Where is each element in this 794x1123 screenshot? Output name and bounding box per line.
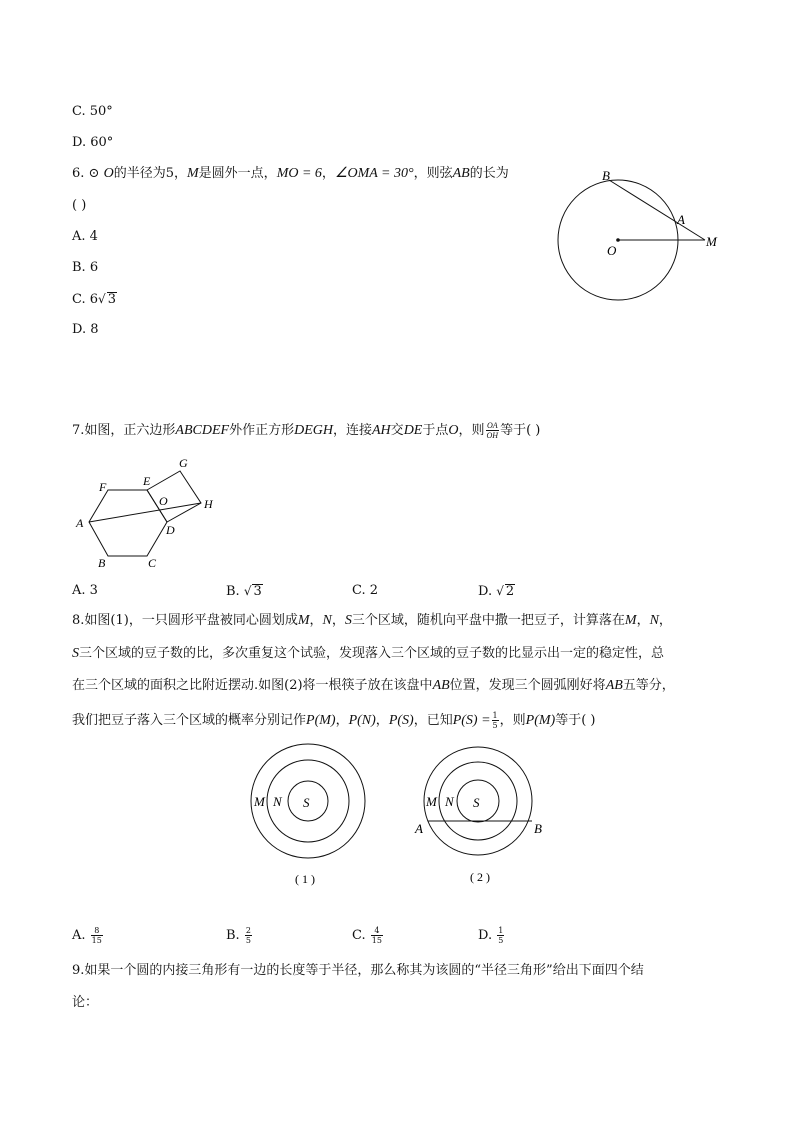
- q7-label-H: H: [204, 497, 213, 511]
- q7-stem: 7.如图，正六边形ABCDEF外作正方形DEGH，连接AH交DE于点O，则 $\frac{OA}{OH}$ 等于( ): [72, 421, 541, 440]
- q6-option-c: C. 6√ 3: [72, 292, 116, 307]
- q6-label-A: A: [677, 212, 685, 227]
- q7-option-d: D. √ 2: [478, 584, 515, 599]
- q6-figure: [550, 165, 730, 305]
- q5-option-c: C. 50°: [72, 104, 113, 119]
- q7-option-b: B. √ 3: [226, 584, 262, 599]
- q8-line3: 在三个区域的面积之比附近摆动.如图(2)将一根筷子放在该盘中AB位置，发现三个圆弧刚好将AB五等分，: [72, 678, 675, 693]
- q6-answer-paren: ( ): [72, 198, 87, 213]
- q7-label-D: D: [166, 523, 175, 537]
- q8-fig1-label-S: S: [303, 795, 310, 810]
- q8-figure-1: [245, 740, 375, 890]
- q6-label-B: B: [602, 168, 610, 183]
- q6-stem: 6. ⊙ O的半径为5，M是圆外一点，MO = 6，∠OMA = 30°，则弦AB的长为: [72, 166, 509, 181]
- q7-label-G: G: [179, 456, 188, 470]
- q7-label-A: A: [76, 516, 84, 530]
- q8-line2: S三个区域的豆子数的比，多次重复这个试验，发现落入三个区域的豆子数的比显示出一定的稳定性，总: [72, 646, 665, 661]
- q8-fig2-label-N: N: [445, 794, 454, 809]
- q8-fig2-label-B: B: [534, 821, 542, 836]
- q8-fraction-ps: $\frac{1}{5}$: [492, 711, 498, 730]
- q8-fig2-label-S: S: [473, 795, 480, 810]
- q6-center-dot: [616, 238, 620, 242]
- q6-option-a: A. 4: [72, 229, 98, 244]
- q7-option-c: C. 2: [352, 583, 379, 598]
- q8-fig2-label-M: M: [426, 794, 437, 809]
- q7-label-O: O: [159, 494, 168, 508]
- q7-label-F: F: [99, 480, 107, 494]
- q7-option-a: A. 3: [72, 583, 98, 598]
- q8-option-b: B. $\frac{2}{5}$: [226, 926, 251, 945]
- q8-option-d: D. $\frac{1}{5}$: [478, 926, 504, 945]
- q8-fig1-label-N: N: [273, 794, 282, 809]
- q8-line4: 我们把豆子落入三个区域的概率分别记作P(M)，P(N)，P(S)，已知P(S) = $\frac{1}{5}$ ，则P(M)等于( ): [72, 711, 596, 730]
- q8-fig1-caption: ( 1 ): [295, 872, 315, 886]
- q7-fraction: $\frac{OA}{OH}$: [486, 421, 499, 440]
- q8-fig1-label-M: M: [254, 794, 265, 809]
- q9-line1: 9.如果一个圆的内接三角形有一边的长度等于半径，那么称其为该圆的“半径三角形”给出下面四个结: [72, 963, 644, 978]
- q7-hexagon: [89, 490, 167, 556]
- q8-line1: 8.如图(1)，一只圆形平盘被同心圆划成M，N，S三个区域，随机向平盘中撒一把豆子，计算落在M，N，: [72, 613, 672, 628]
- q7-square: [147, 471, 201, 522]
- q8-figure-2: [410, 740, 550, 890]
- q8-fig2-caption: ( 2 ): [470, 870, 490, 884]
- q8-option-c: C. $\frac{4}{15}$: [352, 926, 382, 945]
- q6-label-M: M: [706, 234, 717, 249]
- q6-label-O: O: [607, 243, 617, 258]
- q6-line-BM: [609, 180, 705, 240]
- q7-label-E: E: [143, 474, 151, 488]
- q8-option-a: A. $\frac{8}{15}$: [72, 926, 102, 945]
- q8-fig2-label-A: A: [415, 821, 423, 836]
- q5-option-d: D. 60°: [72, 135, 114, 150]
- q9-line2: 论：: [72, 995, 99, 1010]
- q6-option-d: D. 8: [72, 322, 99, 337]
- q6-option-b: B. 6: [72, 260, 99, 275]
- q7-label-B: B: [98, 556, 106, 570]
- q7-figure: [70, 452, 230, 572]
- q7-label-C: C: [148, 556, 157, 570]
